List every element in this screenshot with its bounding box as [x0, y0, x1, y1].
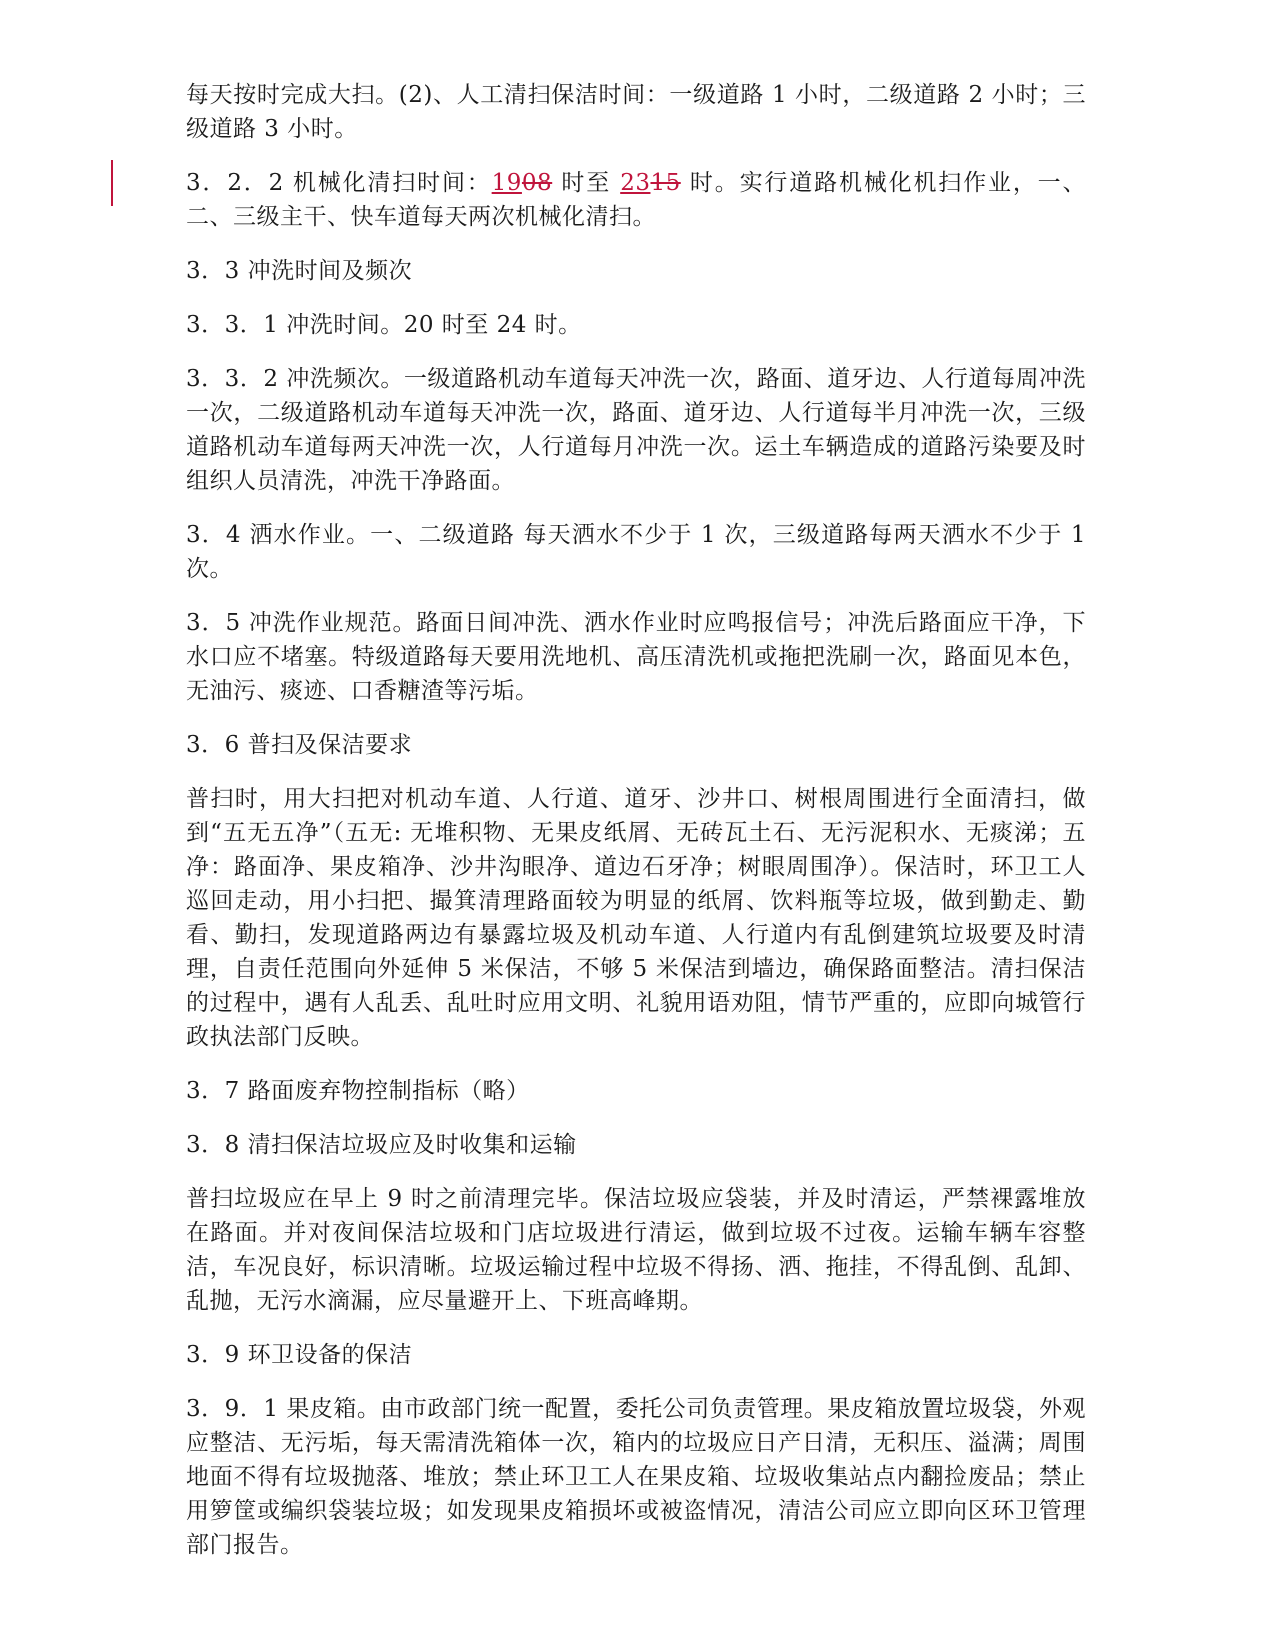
- revision-deleted-start-minutes: 08: [521, 170, 553, 196]
- heading-3-9-equipment-cleaning: 3．9 环卫设备的保洁: [186, 1342, 413, 1368]
- paragraph-3-3-2-flushing-frequency: 3．3．2 冲洗频次。一级道路机动车道每天冲洗一次，路面、道牙边、人行道每周冲洗一次，二级道路机动车道每天冲洗一次，路面、道牙边、人行道每半月冲洗一次，三级道路机动车道每两天冲洗一次，人行道每月冲洗一次。运土车辆造成的道路污染要及时组织人员清洗，冲洗干净路面。: [186, 366, 1086, 494]
- mechanized-suffix-text: 时。实行道路机械化机扫作业，一、二、三级主干、快车道每天两次机械化清扫。: [186, 170, 1087, 230]
- paragraph-3-4-sprinkling: 3．4 洒水作业。一、二级道路 每天洒水不少于 1 次，三级道路每两天洒水不少于 1 次。: [186, 522, 1086, 582]
- paragraph-sweeping-details: 普扫时，用大扫把对机动车道、人行道、道牙、沙井口、树根周围进行全面清扫，做到“五无五净”（五无: 无堆积物、无果皮纸屑、无砖瓦土石、无污泥积水、无痰涕；五净：路面净、果皮箱净、沙井沟眼净、道边石牙净；树眼周围净）。保洁时，环卫工人巡回走动，用小扫把、撮箕清理路面较为明显的纸屑、饮料瓶等垃圾，做到勤走、勤看、勤扫，发现道路两边有暴露垃圾及机动车道、人行道内有乱倒建筑垃圾要及时清理，自责任范围向外延伸 5 米保洁，不够 5 米保洁到墙边，确保路面整洁。清扫保洁的过程中，遇有人乱丢、乱吐时应用文明、礼貌用语劝阻，情节严重的，应即向城管行政执法部门反映。: [186, 786, 1086, 1050]
- revision-change-bar: [111, 160, 113, 206]
- heading-3-7-waste-control: 3．7 路面废弃物控制指标（略）: [186, 1078, 530, 1104]
- revision-deleted-end-minutes: 15: [650, 170, 681, 196]
- paragraph-3-5-flushing-standard: 3．5 冲洗作业规范。路面日间冲洗、洒水作业时应鸣报信号；冲洗后路面应干净，下水口应不堵塞。特级道路每天要用洗地机、高压清洗机或拖把洗刷一次，路面见本色，无油污、痰迹、口香糖渣等污垢。: [186, 610, 1086, 704]
- heading-3-3-flushing-time-frequency: 3．3 冲洗时间及频次: [186, 258, 413, 284]
- document-body: [186, 78, 1086, 1582]
- paragraph-3-2-2-mechanized-cleaning: [186, 166, 1086, 234]
- paragraph-3-9-1-litter-bins: 3．9．1 果皮箱。由市政部门统一配置，委托公司负责管理。果皮箱放置垃圾袋，外观应整洁、无污垢，每天需清洗箱体一次，箱内的垃圾应日产日清，无积压、溢满；周围地面不得有垃圾抛落、堆放；禁止环卫工人在果皮箱、垃圾收集站点内翻捡废品；禁止用箩筐或编织袋装垃圾；如发现果皮箱损坏或被盗情况，清洁公司应立即向区环卫管理部门报告。: [186, 1396, 1086, 1558]
- mechanized-mid-text: 时至: [552, 170, 621, 196]
- mechanized-prefix-text: 3．2．2 机械化清扫时间：: [186, 170, 492, 196]
- heading-3-6-sweeping-requirements: 3．6 普扫及保洁要求: [186, 732, 413, 758]
- paragraph-3-3-1-flushing-time: 3．3．1 冲洗时间。20 时至 24 时。: [186, 312, 582, 338]
- revision-inserted-start-hour: 19: [491, 170, 522, 196]
- paragraph-daily-cleaning-time: 每天按时完成大扫。(2)、人工清扫保洁时间：一级道路 1 小时，二级道路 2 小时；三级道路 3 小时。: [186, 82, 1086, 142]
- heading-3-8-garbage-collection: 3．8 清扫保洁垃圾应及时收集和运输: [186, 1132, 577, 1158]
- paragraph-garbage-collection-details: 普扫垃圾应在早上 9 时之前清理完毕。保洁垃圾应袋装，并及时清运，严禁裸露堆放在路面。并对夜间保洁垃圾和门店垃圾进行清运，做到垃圾不过夜。运输车辆车容整洁，车况良好，标识清晰。垃圾运输过程中垃圾不得扬、洒、拖挂，不得乱倒、乱卸、乱抛，无污水滴漏，应尽量避开上、下班高峰期。: [186, 1186, 1086, 1314]
- revision-inserted-end-hour: 23: [620, 170, 651, 196]
